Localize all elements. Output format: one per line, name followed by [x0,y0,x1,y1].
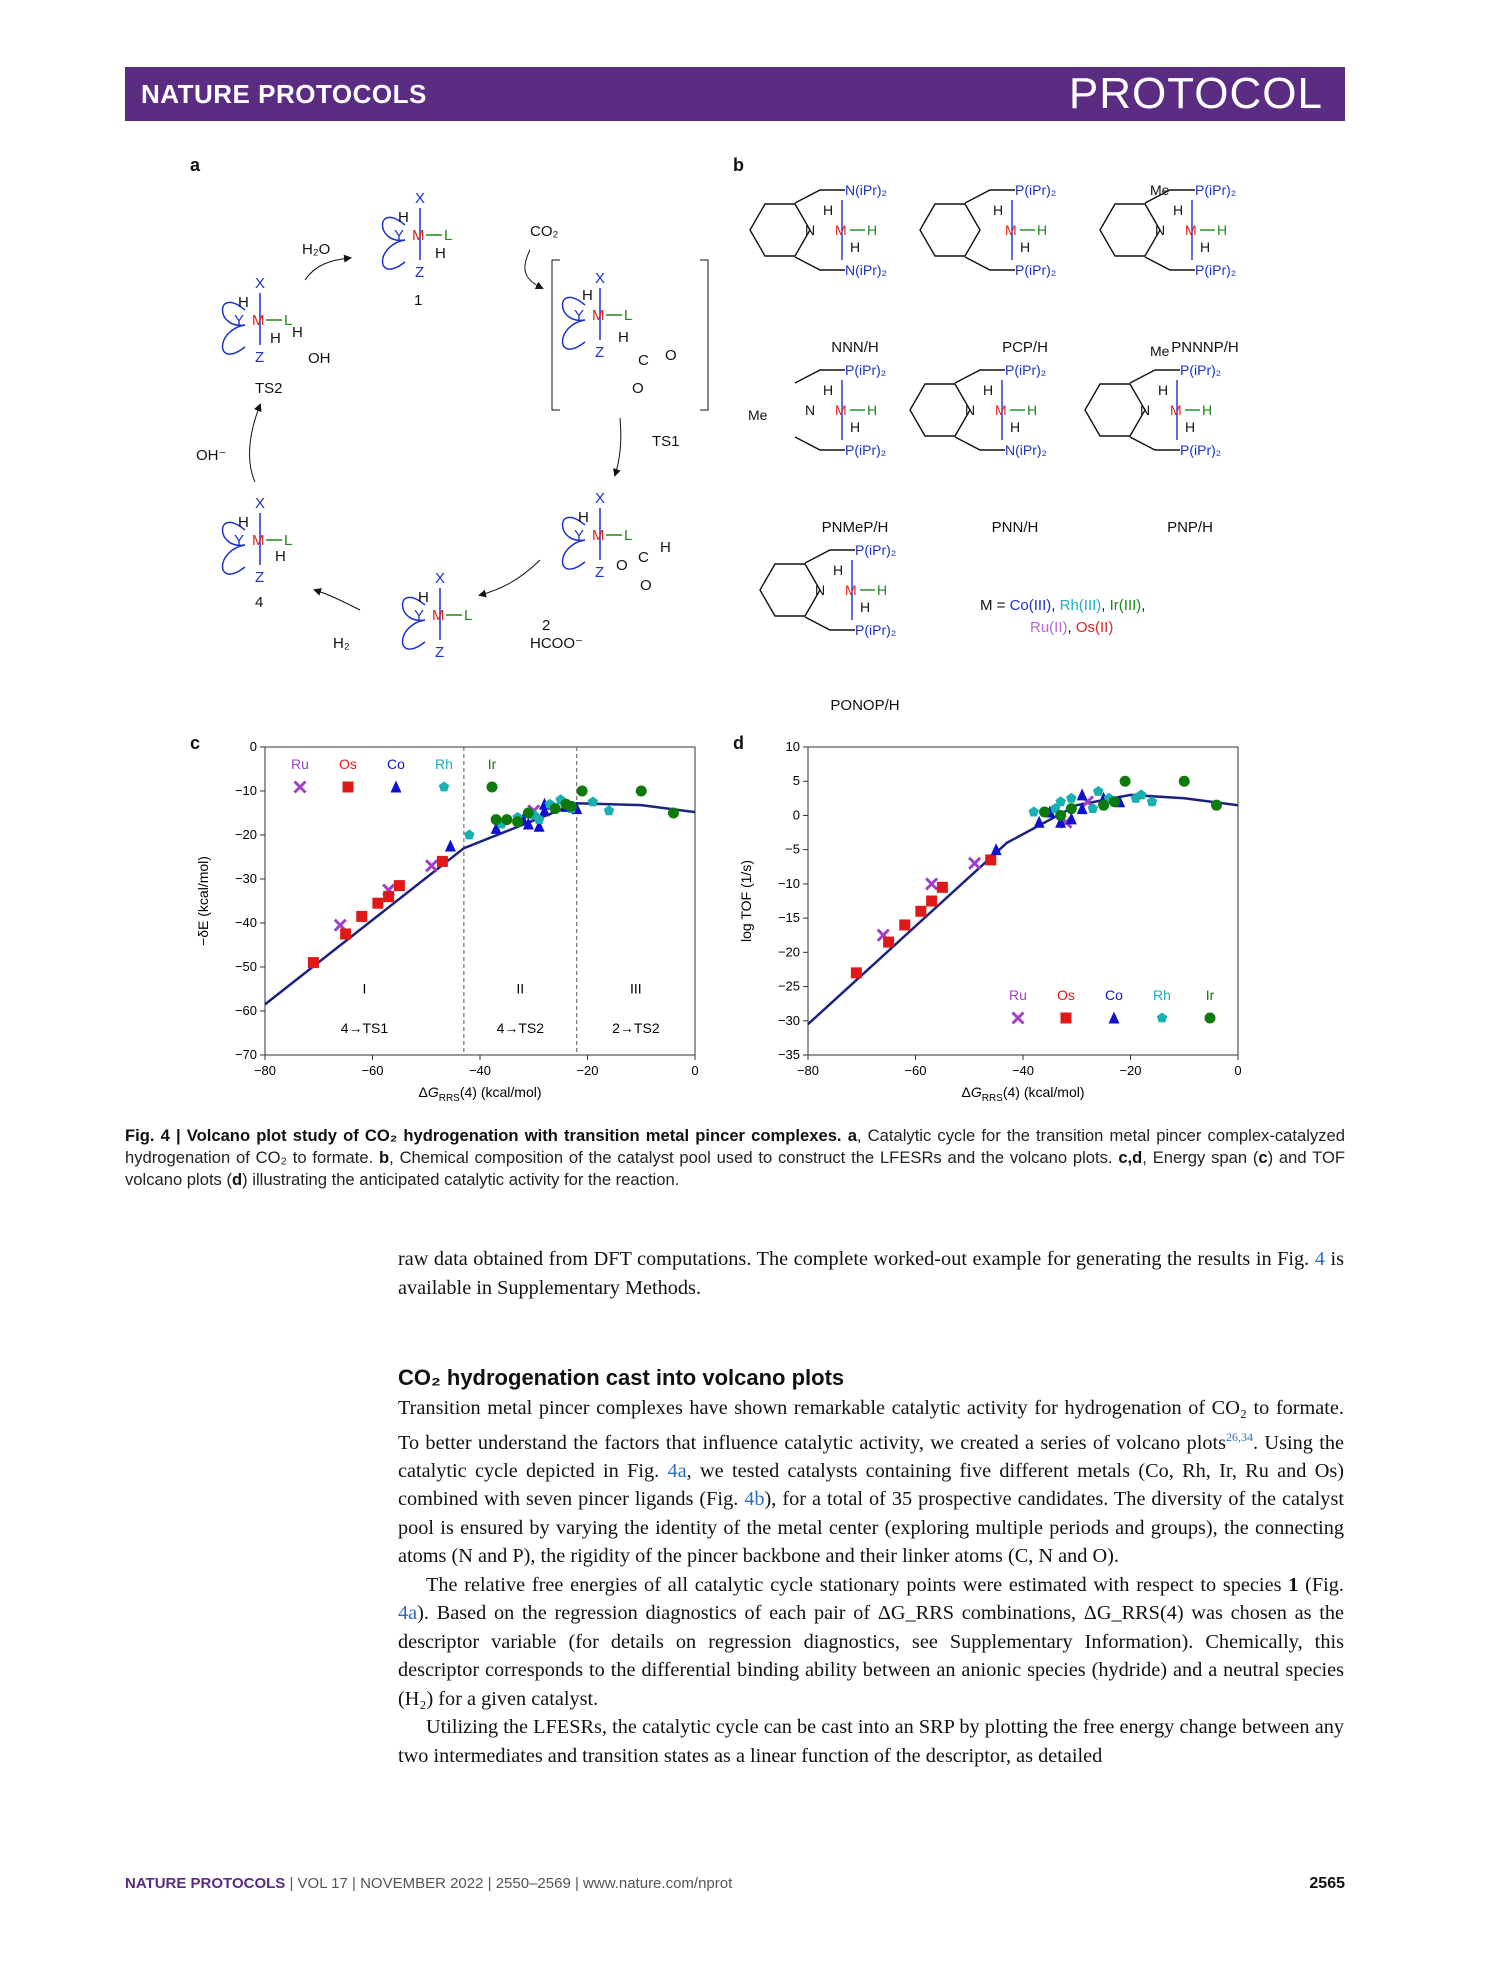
y-tick-label: −20 [234,827,257,842]
ligand-pnp-label: PNP/H [1167,519,1213,536]
ligand-pnn-metal: M [995,402,1007,418]
svg-text:Y: Y [574,527,585,544]
legend-label-os: Os [1057,987,1075,1003]
ligand-ponop-metal: M [845,582,857,598]
region-label: 2→TS2 [612,1020,660,1036]
svg-text:Y: Y [574,307,585,324]
data-point-ru [969,858,980,869]
ligand-pnn-center-atom: N [965,402,976,418]
svg-text:H: H [823,202,834,218]
data-point-ir [668,808,679,819]
metal-3: Ru(II) [1030,619,1068,636]
plot-frame [808,747,1238,1055]
y-tick-label: −60 [234,1003,257,1018]
svg-text:Z: Z [595,564,605,581]
data-point-rh [1055,796,1066,806]
ligand-pnp-bottom-donor: P(iPr)₂ [1180,442,1222,458]
catalytic-cycle-diagram [190,170,730,730]
svg-text:X: X [415,190,426,207]
body-paragraph-0: raw data obtained from DFT computations. The complete worked-out example for generating the results in Fig. 4 is available in Supplementary Methods. [398,1248,1344,1299]
data-point-os [308,957,319,968]
panel-label-d: d [733,733,744,753]
svg-text:M: M [252,532,265,549]
data-point-ir [512,816,523,827]
svg-text:H: H [993,202,1004,218]
svg-text:H: H [833,562,844,578]
x-tick-label: 0 [1234,1063,1242,1078]
metal-4: Os(II) [1075,619,1114,636]
data-point-ir [1120,776,1131,787]
data-point-os [926,896,937,907]
region-numeral: I [362,980,367,997]
x-tick-label: −80 [796,1063,820,1078]
data-point-ir [1066,803,1077,814]
y-tick-label: −30 [777,1012,800,1028]
fig-ref-4b[interactable]: 4b [744,1488,765,1511]
svg-text:X: X [595,490,606,507]
svg-text:X: X [435,570,446,587]
svg-text:H: H [1217,222,1228,238]
metal-list: M = Co(III), Rh(III), Ir(III), [980,597,1146,614]
ligand-nnn-bottom-donor: N(iPr)₂ [845,262,887,278]
data-point-os [937,882,948,893]
svg-text:C: C [638,549,649,566]
metal-0: Co(III) [1009,597,1052,614]
data-point-ir [1055,810,1066,821]
legend-marker-ru [295,782,306,793]
article-type: PROTOCOL [1068,69,1323,118]
svg-text:L: L [444,227,453,244]
data-point-os [899,919,910,930]
ligand-ponop-top-donor: P(iPr)₂ [855,542,897,558]
svg-text:L: L [284,532,293,549]
ligand-pnn-label: PNN/H [991,519,1039,536]
ligand-nnn-metal: M [835,222,847,238]
data-point-co [1066,812,1077,824]
svg-text:X: X [595,270,606,287]
y-tick-label: 0 [249,739,257,754]
ligand-pnn-bottom-donor: N(iPr)₂ [1005,442,1047,458]
svg-text:H: H [1020,239,1031,255]
svg-text:H: H [877,582,888,598]
svg-text:O: O [640,577,652,594]
svg-text:H: H [1010,419,1021,435]
ligand-pcp-label: PCP/H [1002,339,1048,356]
legend-marker-co [391,781,402,793]
y-tick-label: −50 [234,959,257,974]
svg-text:Y: Y [234,312,245,329]
ligand-nnn-ring [750,204,810,256]
svg-text:H: H [850,419,861,435]
legend-label-ru: Ru [291,756,309,772]
legend-label-co: Co [387,756,405,772]
x-tick-label: −40 [468,1063,492,1078]
svg-text:C: C [638,352,649,369]
metal-1: Rh(III) [1059,597,1102,614]
ligand-pnnnp-center-atom: N [1155,222,1166,238]
svg-text:L: L [464,607,473,624]
journal-link[interactable]: www.nature.com/nprot [583,1875,733,1892]
svg-text:H: H [582,287,593,304]
y-axis-label: −δE (kcal/mol) [195,856,211,946]
legend-marker-ir [487,782,498,793]
legend-marker-os [1061,1013,1072,1024]
svg-text:4: 4 [255,594,264,611]
complex-hydride [403,570,473,661]
svg-text:H: H [867,222,878,238]
legend-marker-rh [439,782,449,792]
tof-volcano-plot [733,735,1253,1115]
svg-text:H: H [435,245,446,262]
y-tick-label: −5 [785,841,800,857]
svg-text:M: M [432,607,445,624]
ligand-pnnnp-label: PNNNP/H [1171,339,1239,356]
ligand-pool-diagram [740,170,1290,730]
svg-text:Z: Z [415,264,425,281]
data-point-os [394,880,405,891]
y-tick-label: −30 [234,871,257,886]
svg-text:H: H [1202,402,1213,418]
formate-label: HCOO⁻ [530,635,583,652]
complex-1 [383,190,453,309]
legend-marker-rh [1157,1013,1167,1023]
co2-label: CO₂ [530,223,559,240]
data-point-ir [523,808,534,819]
svg-text:X: X [255,275,266,292]
svg-text:L: L [284,312,293,329]
complex-2 [542,490,671,634]
metal-2: Ir(III) [1109,597,1142,614]
legend-marker-ir [1205,1013,1216,1024]
data-point-co [1077,788,1088,800]
ligand-pnp-ring [1085,384,1145,436]
fig-ref-4a[interactable]: 4a [667,1459,687,1482]
legend-label-rh: Rh [1153,987,1171,1003]
svg-text:H: H [618,329,629,346]
legend-label-ir: Ir [1205,987,1215,1003]
data-point-os [985,854,996,865]
svg-text:2: 2 [542,617,551,634]
legend-label-co: Co [1105,987,1123,1003]
ligand-ponop-bottom-donor: P(iPr)₂ [855,622,897,638]
ligand-pnmep-bottom-donor: P(iPr)₂ [845,442,887,458]
data-point-co [445,840,456,852]
svg-text:O: O [665,347,677,364]
svg-text:Z: Z [435,644,445,661]
region-label: 4→TS2 [496,1020,545,1036]
legend-marker-ru [1013,1013,1024,1024]
region-numeral: III [630,980,642,997]
svg-text:H: H [823,382,834,398]
svg-text:H: H [860,599,871,615]
ligand-pcp-top-donor: P(iPr)₂ [1015,182,1057,198]
svg-text:Z: Z [595,344,605,361]
y-tick-label: −40 [234,915,257,930]
data-point-ir [491,814,502,825]
x-tick-label: −20 [1119,1063,1142,1078]
x-axis-label: $\Delta G_{RRS}(4)$ (kcal/mol) [961,1084,1085,1104]
page-number: 2565 [1309,1875,1345,1892]
ligand-pnp-center-atom: N [1140,402,1151,418]
panel-label-c: c [190,733,201,753]
y-tick-label: 5 [792,773,800,789]
figure-caption: Fig. 4 | Volcano plot study of CO₂ hydrogenation with transition metal pincer complexes. a, Catalytic cycle for the transition metal pincer complex-catalyzed hydrogenation of CO₂ to formate. b, Chemical composition of the catalyst pool used to construct the LFESRs and the volcano plots. c,d, Energy span (c) and TOF volcano plots (d) illustrating the anticipated catalytic activity for the reaction. [125,1126,1345,1189]
data-point-ir [566,801,577,812]
volcano-line [265,803,695,1004]
svg-text:H: H [983,382,994,398]
svg-text:H: H [1158,382,1169,398]
data-point-rh [464,830,475,840]
data-point-os [372,898,383,909]
complex-ts1 [552,260,708,450]
svg-text:M: M [252,312,265,329]
y-tick-label: −70 [234,1047,257,1062]
data-point-ir [1098,800,1109,811]
x-tick-label: −60 [361,1063,384,1078]
energy-span-volcano-plot [190,735,710,1115]
ligand-pnnnp-top-donor: P(iPr)₂ [1195,182,1237,198]
data-point-ir [1109,796,1120,807]
svg-text:Y: Y [234,532,245,549]
ligand-pcp-ring [920,204,980,256]
data-point-os [383,891,394,902]
data-point-ir [501,814,512,825]
y-tick-label: 10 [785,739,800,754]
h2-label: H₂ [333,635,350,652]
data-point-ir [577,786,588,797]
data-point-os [883,937,894,948]
data-point-ir [1211,800,1222,811]
legend-marker-os [343,782,354,793]
citation[interactable]: 26,34 [1226,1429,1254,1444]
svg-text:M: M [592,527,605,544]
ligand-ponop-center-atom: N [815,582,826,598]
svg-text:L: L [624,307,633,324]
ligand-pnn-ring [910,384,970,436]
y-tick-label: −20 [777,944,800,960]
svg-text:H: H [275,548,286,565]
svg-text:H: H [578,509,589,526]
svg-text:H: H [270,330,281,347]
y-axis-label: log TOF (1/s) [738,860,754,942]
pnmep-me: Me [748,407,768,423]
y-tick-label: −10 [777,875,800,891]
data-point-ru [926,878,937,889]
svg-text:M: M [412,227,425,244]
data-point-rh [604,805,614,815]
svg-text:H: H [1027,402,1038,418]
data-point-rh [1029,807,1040,817]
svg-text:H: H [1200,239,1211,255]
complex-ts2 [223,275,331,397]
ligand-nnn-top-donor: N(iPr)₂ [845,182,887,198]
ligand-pnmep-center-atom: N [805,402,816,418]
data-point-ru [426,860,437,871]
data-point-os [340,929,351,940]
panel-label-a: a [190,155,201,175]
data-point-rh [1066,793,1077,803]
svg-text:Z: Z [255,349,265,366]
y-tick-label: −15 [777,910,800,926]
y-tick-label: −35 [777,1047,800,1062]
ligand-pnn-top-donor: P(iPr)₂ [1005,362,1047,378]
region-numeral: II [516,980,525,997]
svg-text:O: O [632,380,644,397]
x-axis-label: $\Delta G_{RRS}(4)$ (kcal/mol) [418,1084,542,1104]
ligand-pnnnp-ring [1100,204,1160,256]
svg-text:Z: Z [255,569,265,586]
svg-text:H: H [660,539,671,556]
ligand-pnp-metal: M [1170,402,1182,418]
ligand-pnp-top-donor: P(iPr)₂ [1180,362,1222,378]
fig-ref[interactable]: 4 [1314,1248,1325,1270]
svg-text:Y: Y [414,607,425,624]
body-section-text: Transition metal pincer complexes have shown remarkable catalytic activity for hydrogenation of CO₂ to formate. To better understand the factors that influence catalytic activity, we created a series of volcano plots$^{26,34}$. Using the catalytic cycle depicted in Fig. 4a, we tested catalysts containing five different metals (Co, Rh, Ir, Ru and Os) combined with seven pincer ligands (Fig. 4b), for a total of 35 prospective candidates. The diversity of the catalyst pool is ensured by varying the identity of the metal center (exploring multiple periods and groups), the connecting atoms (N and P), the rigidity of the pincer backbone and their linker atoms (C, N and O). The relative free energies of all catalytic cycle stationary points were estimated with respect to species 1 (Fig. 4a). Based on the regression diagnostics of each pair of ΔG_RRS combinations, ΔG_RRS(4) was chosen as the descriptor variable (for details on regression diagnostics, see Supplementary Information). Chemically, this descriptor corresponds to the differential binding ability between an anionic species (hydride) and a neutral species (H₂) for a given catalyst. Utilizing the LFESRs, the catalytic cycle can be cast into an SRP by plotting the free energy change between any two intermediates and transition states as a linear function of the descriptor, as detailed [398,1397,1344,1767]
legend-label-os: Os [339,756,357,772]
data-point-os [915,906,926,917]
svg-text:H: H [1185,419,1196,435]
page-footer: NATURE PROTOCOLS | VOL 17 | NOVEMBER 2022 | 2550–2569 | www.nature.com/nprot 2565 [125,1875,1345,1892]
y-tick-label: 0 [792,807,800,823]
data-point-rh [1136,789,1147,799]
svg-text:Y: Y [394,227,405,244]
svg-text:OH: OH [308,350,331,367]
svg-text:H: H [418,589,429,606]
svg-text:TS1: TS1 [652,433,680,450]
svg-text:H: H [238,514,249,531]
pnnnp-me-top: Me [1150,182,1170,198]
y-tick-label: −10 [234,783,257,798]
svg-text:H: H [292,324,303,341]
ligand-pcp-bottom-donor: P(iPr)₂ [1015,262,1057,278]
ligand-pnmep-top-donor: P(iPr)₂ [845,362,887,378]
x-tick-label: −40 [1011,1063,1035,1078]
data-point-os [356,911,367,922]
svg-text:L: L [624,527,633,544]
data-point-co [1034,816,1045,828]
water-label: H₂O [302,241,331,258]
data-point-ir [636,786,647,797]
svg-text:O: O [616,557,628,574]
svg-text:H: H [1037,222,1048,238]
svg-text:H: H [398,209,409,226]
data-point-ir [1039,807,1050,818]
panel-label-b: b [733,155,744,175]
data-point-rh [1093,786,1104,796]
legend-label-ru: Ru [1009,987,1027,1003]
data-point-os [437,856,448,867]
legend-label-ir: Ir [487,756,497,772]
svg-text:H: H [1173,202,1184,218]
svg-text:TS2: TS2 [255,380,283,397]
svg-text:X: X [255,495,266,512]
plot-frame [265,747,695,1055]
region-label: 4→TS1 [340,1020,389,1036]
ligand-pcp-metal: M [1005,222,1017,238]
journal-banner [125,67,1345,121]
x-tick-label: 0 [691,1063,699,1078]
data-point-rh [588,797,599,807]
legend-label-rh: Rh [435,756,453,772]
ligand-nnn-label: NNN/H [831,339,879,356]
svg-text:H: H [850,239,861,255]
metal-list-2: Ru(II), Os(II) [1030,619,1114,636]
data-point-rh [1147,796,1157,806]
ligand-pnnnp-metal: M [1185,222,1197,238]
ligand-pnmep-metal: M [835,402,847,418]
ligand-ponop-label: PONOP/H [830,697,900,714]
svg-text:H: H [238,294,249,311]
svg-text:1: 1 [414,292,423,309]
ligand-ponop-ring [760,564,820,616]
svg-text:M: M [592,307,605,324]
complex-4 [223,495,293,611]
data-point-os [851,967,862,978]
journal-name: NATURE PROTOCOLS [141,79,427,109]
hydroxide-label: OH⁻ [196,447,227,464]
ligand-nnn-center-atom: N [805,222,816,238]
pnnnp-me-bottom: Me [1150,343,1170,359]
x-tick-label: −80 [253,1063,277,1078]
section-heading: CO₂ hydrogenation cast into volcano plots [398,1365,845,1390]
legend-marker-co [1109,1012,1120,1024]
y-tick-label: −25 [777,978,800,994]
ligand-pnnnp-bottom-donor: P(iPr)₂ [1195,262,1237,278]
x-tick-label: −20 [576,1063,599,1078]
data-point-ir [1179,776,1190,787]
svg-text:H: H [867,402,878,418]
data-point-ir [550,803,561,814]
ligand-pnmep-label: PNMeP/H [821,519,889,536]
fig-ref-4a-2[interactable]: 4a [398,1602,418,1625]
x-tick-label: −60 [904,1063,927,1078]
